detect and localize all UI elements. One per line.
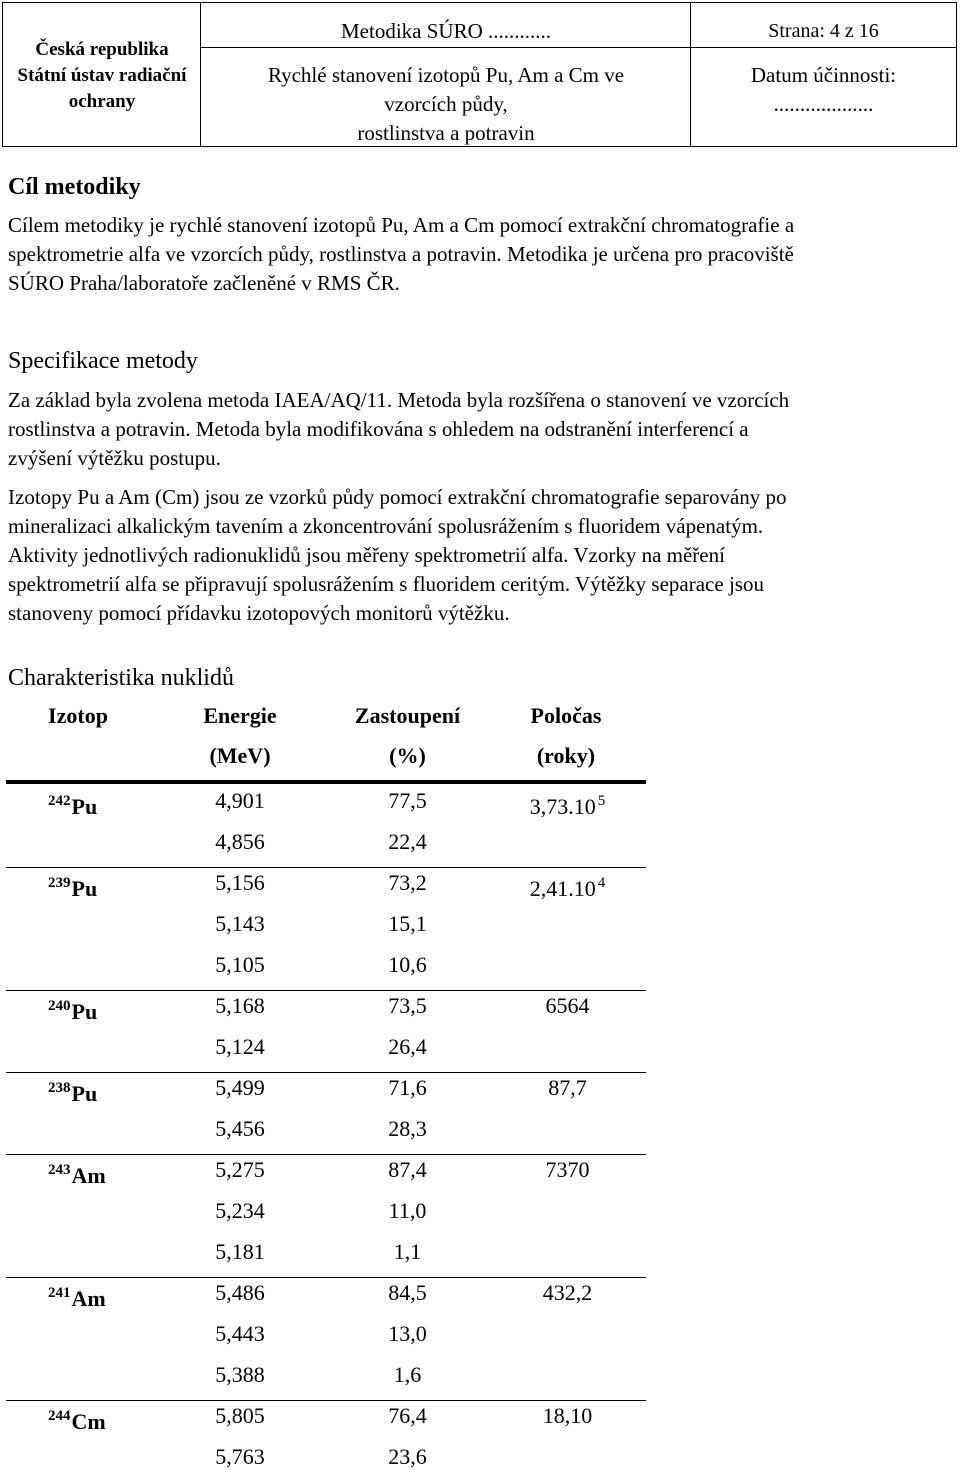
mass-number: 240 [48, 998, 71, 1014]
spec-paragraph [8, 386, 938, 473]
column-header-abundance: Zastoupení [354, 703, 461, 728]
abundance-value: 73,2 [388, 870, 427, 895]
energy-value: 5,234 [215, 1198, 265, 1223]
table-header-rule [6, 780, 646, 784]
energy-value: 5,168 [215, 993, 265, 1018]
subtitle-line: rostlinstva a potravin [357, 121, 535, 145]
isotope-label [48, 1280, 106, 1312]
abundance-value: 13,0 [388, 1321, 427, 1346]
abundance-value: 11,0 [388, 1198, 427, 1223]
method-subtitle [201, 61, 691, 148]
energy-value: 4,901 [215, 788, 265, 813]
spec-paragraph-2 [8, 483, 938, 628]
abundance-value: 26,4 [388, 1034, 427, 1059]
isotope-label [48, 1403, 106, 1435]
section-title-goal: Cíl metodiky [8, 174, 141, 200]
half-life-value: 2,41.10 $^4$ [529, 875, 606, 901]
abundance-value: 22,4 [388, 829, 427, 854]
abundance-value: 71,6 [388, 1075, 427, 1100]
mass-number: 243 [48, 1162, 71, 1178]
paragraph-line: Cílem metodiky je rychlé stanovení izotopů Pu, Am a Cm pomocí extrakční chromatografie a [8, 213, 795, 237]
element-symbol: Am [71, 1163, 106, 1188]
paragraph-line: stanoveny pomocí přídavku izotopových monitorů výtěžku. [8, 601, 510, 625]
energy-value: 5,388 [215, 1362, 265, 1387]
subtitle-line: Rychlé stanovení izotopů Pu, Am a Cm ve [267, 63, 625, 87]
unit-energy: (MeV) [209, 743, 271, 768]
isotope-label [48, 788, 97, 820]
mass-number: 242 [48, 793, 71, 809]
column-header-energy: Energie [203, 703, 277, 728]
isotope-label [48, 993, 97, 1025]
group-separator [6, 1154, 646, 1155]
element-symbol: Pu [71, 794, 98, 819]
energy-value: 5,275 [215, 1157, 265, 1182]
abundance-value: 73,5 [388, 993, 427, 1018]
half-life-exponent: 4 [597, 875, 606, 891]
paragraph-line: Izotopy Pu a Am (Cm) jsou ze vzorků půdy pomocí extrakční chromatografie separovány po [8, 485, 787, 509]
energy-value: 5,486 [215, 1280, 265, 1305]
paragraph-line: mineralizaci alkalickým tavením a zkoncentrování spolusrážením s fluoridem vápenatým. [8, 514, 764, 538]
energy-value: 5,181 [215, 1239, 265, 1264]
half-life-value: 18,10 [542, 1403, 593, 1428]
abundance-value: 28,3 [388, 1116, 427, 1141]
group-separator [6, 1072, 646, 1073]
element-symbol: Pu [71, 999, 98, 1024]
organization-line: Česká republika [35, 39, 169, 60]
abundance-value: 23,6 [388, 1444, 427, 1469]
element-symbol: Pu [71, 876, 98, 901]
half-life-exponent: 5 [597, 793, 606, 809]
abundance-value: 10,6 [388, 952, 427, 977]
subtitle-line: vzorcích půdy, [384, 92, 508, 116]
energy-value: 5,105 [215, 952, 265, 977]
group-separator [6, 1400, 646, 1401]
document-header [2, 2, 957, 147]
energy-value: 5,143 [215, 911, 265, 936]
paragraph-line: spektrometrií alfa se připravují spolusrážením s fluoridem ceritým. Výtěžky separace jsou [8, 572, 764, 596]
abundance-value: 76,4 [388, 1403, 427, 1428]
method-title: Metodika SÚRO ............ [341, 19, 551, 43]
half-life-value: 6564 [545, 993, 590, 1018]
organization-line: ochrany [68, 91, 136, 112]
unit-half-life: (roky) [536, 743, 596, 768]
paragraph-line: Aktivity jednotlivých radionuklidů jsou měřeny spektrometrií alfa. Vzorky na měření [8, 543, 725, 567]
organization-line: Státní ústav radiační [17, 65, 187, 86]
unit-abundance: (%) [389, 743, 426, 768]
energy-value: 4,856 [215, 829, 265, 854]
column-header-isotope: Izotop [48, 703, 108, 728]
isotope-label [48, 1157, 106, 1189]
energy-value: 5,443 [215, 1321, 265, 1346]
element-symbol: Cm [71, 1409, 106, 1434]
isotope-label [48, 1075, 97, 1107]
abundance-value: 15,1 [388, 911, 427, 936]
organization-name [3, 37, 201, 115]
mass-number: 241 [48, 1285, 71, 1301]
group-separator [6, 1277, 646, 1278]
group-separator [6, 867, 646, 868]
effective-date [691, 61, 956, 119]
paragraph-line: spektrometrie alfa ve vzorcích půdy, rostlinstva a potravin. Metodika je určena pro pracoviště [8, 242, 794, 266]
goal-paragraph [8, 211, 938, 298]
section-title-spec: Specifikace metody [8, 348, 198, 374]
element-symbol: Pu [71, 1081, 98, 1106]
effective-date-label: Datum účinnosti: [750, 63, 897, 87]
column-header-half-life: Poločas [530, 703, 602, 728]
paragraph-line: Za základ byla zvolena metoda IAEA/AQ/11. Metoda byla rozšířena o stanovení ve vzorcích [8, 388, 790, 412]
energy-value: 5,156 [215, 870, 265, 895]
section-title-nuclides: Charakteristika nuklidů [8, 665, 234, 691]
paragraph-line: SÚRO Praha/laboratoře začleněné v RMS ČR. [8, 271, 400, 295]
mass-number: 244 [48, 1408, 71, 1424]
half-life-value: 3,73.10 $^5$ [529, 793, 606, 819]
energy-value: 5,763 [215, 1444, 265, 1469]
abundance-value: 1,6 [393, 1362, 422, 1387]
abundance-value: 1,1 [393, 1239, 422, 1264]
isotope-label [48, 870, 97, 902]
group-separator [6, 990, 646, 991]
abundance-value: 77,5 [388, 788, 427, 813]
energy-value: 5,124 [215, 1034, 265, 1059]
mass-number: 238 [48, 1080, 71, 1096]
effective-date-value: ................... [773, 92, 874, 116]
energy-value: 5,456 [215, 1116, 265, 1141]
half-life-value: 432,2 [542, 1280, 593, 1305]
paragraph-line: rostlinstva a potravin. Metoda byla modifikována s ohledem na odstranění interferencí a [8, 417, 749, 441]
abundance-value: 84,5 [388, 1280, 427, 1305]
energy-value: 5,499 [215, 1075, 265, 1100]
half-life-value: 87,7 [548, 1075, 587, 1100]
half-life-value: 7370 [545, 1157, 590, 1182]
element-symbol: Am [71, 1286, 106, 1311]
mass-number: 239 [48, 875, 71, 891]
energy-value: 5,805 [215, 1403, 265, 1428]
page-number: Strana: 4 z 16 [768, 20, 879, 42]
abundance-value: 87,4 [388, 1157, 427, 1182]
paragraph-line: zvýšení výtěžku postupu. [8, 446, 221, 470]
